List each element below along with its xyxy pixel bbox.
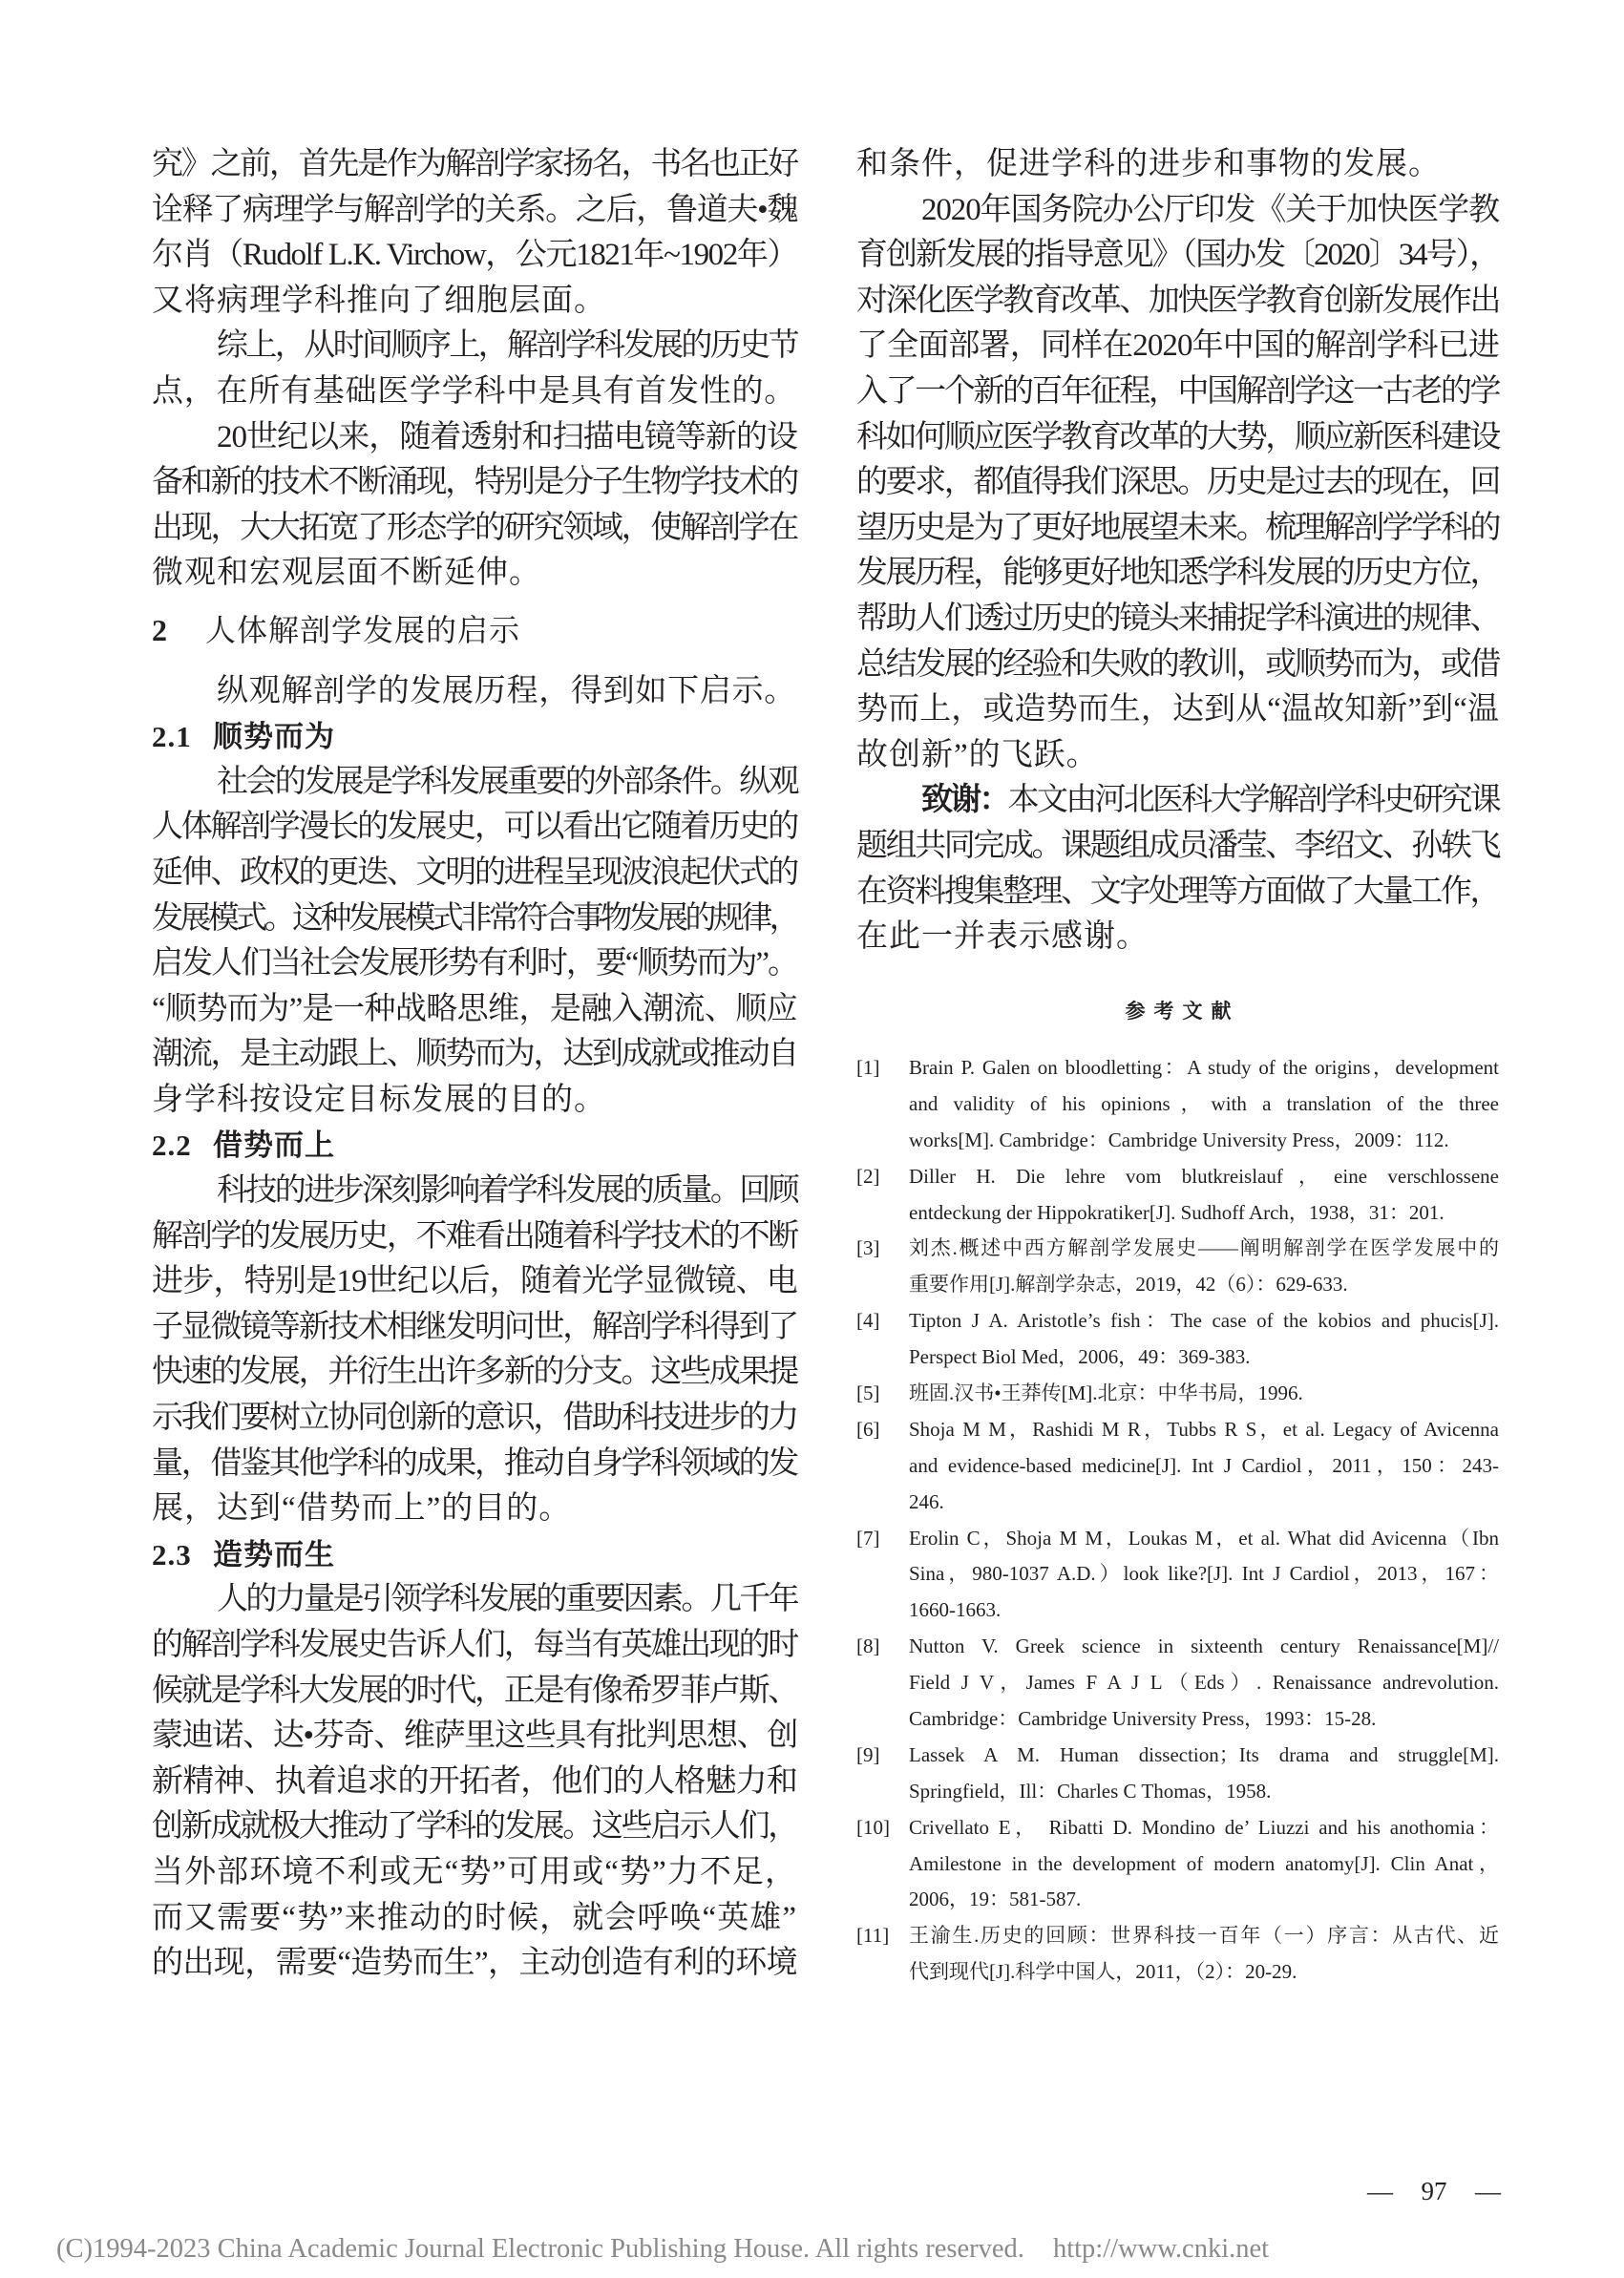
text-line: 入了一个新的百年征程，中国解剖学这一古老的学 <box>856 373 1499 409</box>
cnki-url: http://www.cnki.net <box>1052 2234 1270 2264</box>
text-line: 量，借鉴其他学科的成果，推动自身学科领域的发 <box>152 1445 797 1481</box>
reference-item <box>856 1810 1499 1919</box>
text-line: 示我们要树立协同创新的意识，借助科技进步的力 <box>152 1401 797 1436</box>
text-line: 帮助人们透过历史的镜头来捕捉学科演进的规律、 <box>856 601 1499 636</box>
reference-line: 1660-1663. <box>909 1598 1002 1622</box>
reference-item <box>856 1303 1499 1376</box>
reference-item <box>856 1050 1499 1159</box>
text-line: 发展历程，能够更好地知悉学科发展的历史方位， <box>856 556 1499 591</box>
text-line: 势而上，或造势而生，达到从“温故知新”到“温 <box>856 692 1499 728</box>
section-heading <box>152 714 797 760</box>
reference-item <box>856 1629 1499 1738</box>
reference-line: 代到现代[J].科学中国人，2011，（2）：20-29. <box>909 1960 1297 1984</box>
reference-item <box>856 1738 1499 1810</box>
paragraph <box>152 324 797 414</box>
text-line: 新精神、执着追求的开拓者，他们的人格魅力和 <box>152 1763 797 1799</box>
text-line: 又将病理学科推向了细胞层面。 <box>152 283 606 318</box>
page-number <box>1367 2177 1501 2206</box>
paragraph <box>856 142 1499 188</box>
copyright-watermark <box>56 2234 1269 2265</box>
reference-line: Sina，980-1037 A.D.）look like?[J]. Int J Cardiol，2013，167： <box>909 1562 1499 1586</box>
references-section <box>856 993 1499 1991</box>
paragraph <box>856 188 1499 779</box>
text-line: 望历史是为了更好地展望未来。梳理解剖学学科的 <box>856 510 1499 545</box>
text-line: 进步，特别是19世纪以后，随着光学显微镜、电 <box>152 1264 797 1299</box>
reference-item <box>856 1159 1499 1232</box>
reference-line: Lassek A M. Human dissection；Its drama and struggle[M]. <box>909 1742 1499 1766</box>
text-line: 子显微镜等新技术相继发明问世，解剖学科得到了 <box>152 1309 797 1344</box>
text-line: 解剖学的发展历史，不难看出随着科学技术的不断 <box>152 1218 797 1254</box>
text-line: 故创新”的飞跃。 <box>856 737 1099 772</box>
text-line: 备和新的技术不断涌现，特别是分子生物学技术的 <box>152 465 797 500</box>
reference-line: works[M]. Cambridge：Cambridge University Press，2009：112. <box>909 1128 1449 1151</box>
reference-number: [4] <box>856 1309 880 1333</box>
reference-line: Crivellato E， Ribatti D. Mondino de’ Liuzzi and his anothomia： <box>909 1815 1499 1839</box>
text-line: 总结发展的经验和失败的教训，或顺势而为，或借 <box>856 646 1499 682</box>
reference-item <box>856 1231 1499 1303</box>
section-number: 2.3 <box>152 1537 192 1571</box>
text-line: 育创新发展的指导意见》（国办发〔2020〕34号）， <box>856 238 1499 273</box>
section-number: 2 <box>152 612 168 647</box>
text-line <box>856 778 1499 824</box>
text-line: 的出现，需要“造势而生”，主动创造有利的环境 <box>152 1946 797 1981</box>
reference-number: [9] <box>856 1742 880 1766</box>
paragraph <box>152 669 797 715</box>
reference-line: Diller H. Die lehre vom blutkreislauf，eine verschlossene <box>909 1164 1499 1188</box>
right-column <box>856 142 1499 960</box>
reference-number: [2] <box>856 1164 880 1188</box>
reference-line: Shoja M M，Rashidi M R，Tubbs R S，et al. Legacy of Avicenna <box>909 1417 1499 1441</box>
text-line: 科技的进步深刻影响着学科发展的质量。回顾 <box>217 1173 797 1209</box>
reference-number: [7] <box>856 1526 880 1550</box>
reference-number: [1] <box>856 1056 880 1079</box>
text-line: 和条件，促进学科的进步和事物的发展。 <box>856 147 1441 181</box>
section-number: 2.1 <box>152 720 192 754</box>
reference-item <box>856 1412 1499 1521</box>
left-column <box>152 142 797 1987</box>
text-line: 综上，从时间顺序上，解剖学科发展的历史节 <box>217 328 797 364</box>
reference-line: 重要作用[J].解剖学杂志，2019，42（6）：629-633. <box>909 1273 1348 1297</box>
text-line: 的解剖学科发展史告诉人们，每当有英雄出现的时 <box>152 1628 797 1662</box>
reference-line: 246. <box>909 1489 944 1513</box>
text-line: 当外部环境不利或无“势”可用或“势”力不足， <box>152 1854 797 1889</box>
section-title: 顺势而为 <box>213 720 335 754</box>
section-title: 人体解剖学发展的启示 <box>205 612 521 647</box>
paragraph <box>152 1577 797 1986</box>
section-title: 造势而生 <box>213 1537 335 1571</box>
reference-line: and evidence-based medicine[J]. Int J Cardiol，2011，150：243- <box>909 1453 1499 1477</box>
reference-line: Field J V，James F A J L（Eds）. Renaissance andrevolution. <box>909 1671 1499 1695</box>
text-line: 潮流，是主动跟上、顺势而为，达到成就或推动自 <box>152 1037 797 1072</box>
acknowledgment-text: 本文由河北医科大学解剖学科史研究课 <box>1007 783 1499 818</box>
paragraph <box>152 142 797 324</box>
reference-item <box>856 1376 1499 1412</box>
reference-line: Perspect Biol Med，2006，49：369-383. <box>909 1345 1251 1369</box>
text-line: 候就是学科大发展的时代，正是有像希罗菲卢斯、 <box>152 1673 797 1708</box>
reference-line: and validity of his opinions，with a translation of the three <box>909 1091 1499 1115</box>
reference-line: entdeckung der Hippokratiker[J]. Sudhoff Arch，1938，31：201. <box>909 1200 1445 1224</box>
page-number-dash: — <box>1475 2177 1501 2205</box>
text-line: 点，在所有基础医学学科中是具有首发性的。 <box>152 373 796 409</box>
section-heading <box>152 608 797 654</box>
section-number: 2.2 <box>152 1128 192 1163</box>
text-line: 究》之前，首先是作为解剖学家扬名，书名也正好 <box>152 147 797 181</box>
acknowledgment <box>856 778 1499 960</box>
text-line: 科如何顺应医学教育改革的大势，顺应新医科建设 <box>856 419 1499 454</box>
text-line: 延伸、政权的更迭、文明的进程呈现波浪起伏式的 <box>152 854 797 890</box>
references-title: 参考文献 <box>1125 1000 1240 1023</box>
text-line: 蒙迪诺、达•芬奇、维萨里这些具有批判思想、创 <box>152 1719 797 1754</box>
reference-number: [3] <box>856 1236 880 1260</box>
text-line: 纵观解剖学的发展历程，得到如下启示。 <box>217 673 796 708</box>
text-line: “顺势而为”是一种战略思维，是融入潮流、顺应 <box>152 991 797 1026</box>
text-line: 微观和宏观层面不断延伸。 <box>152 556 541 591</box>
text-line: 展，达到“借势而上”的目的。 <box>152 1491 572 1527</box>
paragraph <box>152 415 797 597</box>
reference-number: [5] <box>856 1382 880 1405</box>
text-line: 人的力量是引领学科发展的重要因素。几千年 <box>217 1582 797 1617</box>
text-line: 社会的发展是学科发展重要的外部条件。纵观 <box>217 764 797 799</box>
text-line: 创新成就极大推动了学科的发展。这些启示人们， <box>152 1809 797 1845</box>
text-line: 发展模式。这种发展模式非常符合事物发展的规律， <box>152 900 797 936</box>
reference-number: [10] <box>856 1815 890 1839</box>
text-line: 快速的发展，并衍生出许多新的分支。这些成果提 <box>152 1355 797 1390</box>
reference-line: 王渝生.历史的回顾：世界科技一百年（一）序言：从古代、近 <box>909 1924 1499 1948</box>
copyright-text: (C)1994-2023 China Academic Journal Electronic Publishing House. All rights reserved. <box>56 2234 1024 2264</box>
text-line: 启发人们当社会发展形势有利时，要“顺势而为”。 <box>152 946 797 981</box>
reference-number: [6] <box>856 1417 880 1441</box>
page-number-dash: — <box>1367 2177 1393 2205</box>
section-title: 借势而上 <box>213 1128 335 1163</box>
text-line: 的要求，都值得我们深思。历史是过去的现在，回 <box>856 465 1499 500</box>
reference-line: Brain P. Galen on bloodletting：A study of the origins，development <box>909 1056 1499 1079</box>
references-list <box>856 1050 1499 1991</box>
text-line: 而又需要“势”来推动的时候，就会呼唤“英雄” <box>152 1900 797 1935</box>
text-line: 了全面部署，同样在2020年中国的解剖学科已进 <box>856 328 1499 364</box>
text-line: 题组共同完成。课题组成员潘莹、李绍文、孙轶飞 <box>856 828 1499 863</box>
text-line: 2020年国务院办公厅印发《关于加快医学教 <box>921 192 1499 227</box>
reference-line: Nutton V. Greek science in sixteenth century Renaissance[M]// <box>909 1635 1499 1658</box>
paragraph <box>152 1169 797 1532</box>
reference-item <box>856 1918 1499 1991</box>
reference-number: [11] <box>856 1924 890 1948</box>
paragraph <box>152 760 797 1124</box>
reference-number: [8] <box>856 1635 880 1658</box>
text-line: 出现，大大拓宽了形态学的研究领域，使解剖学在 <box>152 510 797 545</box>
text-line: 尔肖（Rudolf L.K. Virchow，公元1821年~1902年） <box>152 238 797 273</box>
page-number-value: 97 <box>1421 2177 1447 2205</box>
text-line: 在资料搜集整理、文字处理等方面做了大量工作， <box>856 874 1499 909</box>
reference-line: 2006，19：581-587. <box>909 1888 1082 1911</box>
text-line: 诠释了病理学与解剖学的关系。之后，鲁道夫•魏 <box>152 192 797 227</box>
reference-line: Tipton J A. Aristotle’s fish：The case of the kobios and phucis[J]. <box>909 1309 1499 1333</box>
section-heading <box>152 1532 797 1578</box>
acknowledgment-label: 致谢： <box>921 783 1008 818</box>
reference-line: Cambridge：Cambridge University Press，1993：15-28. <box>909 1707 1377 1731</box>
reference-line: Springfield，Ill：Charles C Thomas，1958. <box>909 1779 1272 1803</box>
section-heading <box>152 1123 797 1169</box>
text-line: 在此一并表示感谢。 <box>856 919 1149 955</box>
reference-line: 班固.汉书•王莽传[M].北京：中华书局，1996. <box>909 1382 1303 1405</box>
text-line: 人体解剖学漫长的发展史，可以看出它随着历史的 <box>152 810 797 845</box>
text-line: 身学科按设定目标发展的目的。 <box>152 1082 606 1117</box>
reference-line: Erolin C，Shoja M M，Loukas M，et al. What did Avicenna（Ibn <box>909 1526 1499 1550</box>
reference-line: Amilestone in the development of modern anatomy[J]. Clin Anat， <box>909 1851 1499 1875</box>
reference-item <box>856 1521 1499 1630</box>
reference-line: 刘杰.概述中西方解剖学发展史——阐明解剖学在医学发展中的 <box>909 1236 1499 1260</box>
text-line: 20世纪以来，随着透射和扫描电镜等新的设 <box>217 419 797 454</box>
text-line: 对深化医学教育改革、加快医学教育创新发展作出 <box>856 283 1499 318</box>
